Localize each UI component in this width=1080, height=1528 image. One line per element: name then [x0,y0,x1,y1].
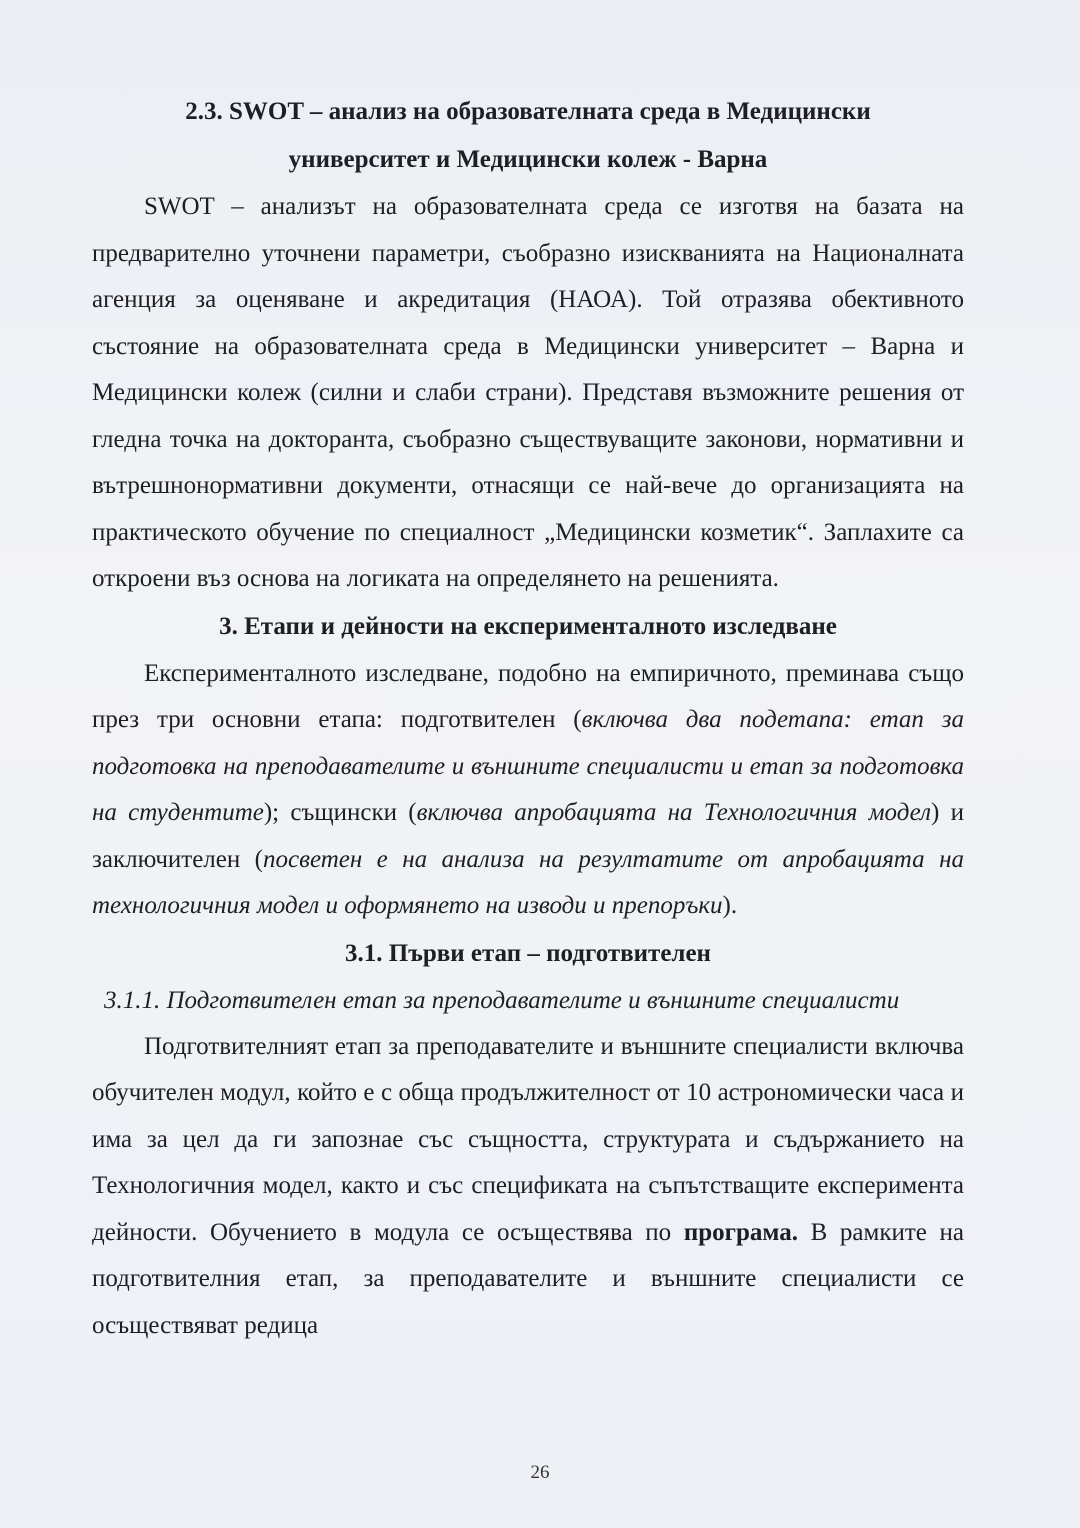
section-3-paragraph [92,651,964,930]
section-3-text-end: ). [722,892,738,919]
section-3-text-mid1: ); същински ( [263,799,417,826]
section-3-1-1-subheading: 3.1.1. Подготвителен етап за преподавателите и външните специалисти [104,986,900,1014]
section-3-italic-main: включва апробацията на Технологичния модел [416,799,932,826]
section-3-italic-final: посветен е на анализа на резултатите от апробацията на технологичния модел и оформянето на изводи и препоръки [92,845,964,919]
section-2-3-heading-line2: университет и Медицински колеж - Варна [288,146,768,173]
section-3-1-1-text-start: Подготвителният етап за преподавателите и външните специалисти включва обучителен модул, който е с обща продължителност от 10 астрономически часа и има за цел да ги запознае със същността, структурата и съдържанието на Технологичния модел, както и със спецификата на съпътстващите експеримента дейности. Обучението в модула се осъществява по [92,1032,964,1246]
section-3-heading: 3. Етапи и дейности на експерименталното изследване [219,612,837,640]
page-number: 26 [530,1462,550,1483]
page-content [92,88,964,1349]
section-2-3-paragraph: SWOT – анализът на образователната среда се изготвя на базата на предварително уточнени параметри, съобразно изискванията на Националната агенция за оценяване и акредитация (НАОА). Той отразява обективното състояние на образователната среда в Медицински университет – Варна и Медицински колеж (силни и слаби страни). Представя възможните решения от гледна точка на докторанта, съобразно съществуващите законови, нормативни и вътрешнонормативни документи, отнасящи се най-вече до организацията на практическото обучение по специалност „Медицински козметик“. Заплахите са откроени въз основа на логиката на определянето на решенията. [92,193,964,592]
section-2-3-heading [92,88,964,184]
section-3-italic-preparatory: включва два подетапа: етап за подготовка на преподавателите и външните специалисти и етап за подготовка на студентите [92,706,964,826]
section-3-1-1-paragraph [92,1024,964,1350]
section-3-text-intro: Експерименталното изследване, подобно на емпиричното, преминава също през три основни етапа: подготвителен ( [92,659,964,733]
section-3-1-heading: 3.1. Първи етап – подготвителен [345,939,711,967]
section-3-text-mid2: ) и заключителен ( [92,799,964,873]
section-3-1-1-text-end: В рамките на подготвителния етап, за преподавателите и външните специалисти се осъществяват редица [92,1218,964,1339]
section-2-3-heading-line1: 2.3. SWOT – анализ на образователната среда в Медицински [185,98,871,125]
section-3-1-1-bold-program: програма. [683,1218,798,1246]
